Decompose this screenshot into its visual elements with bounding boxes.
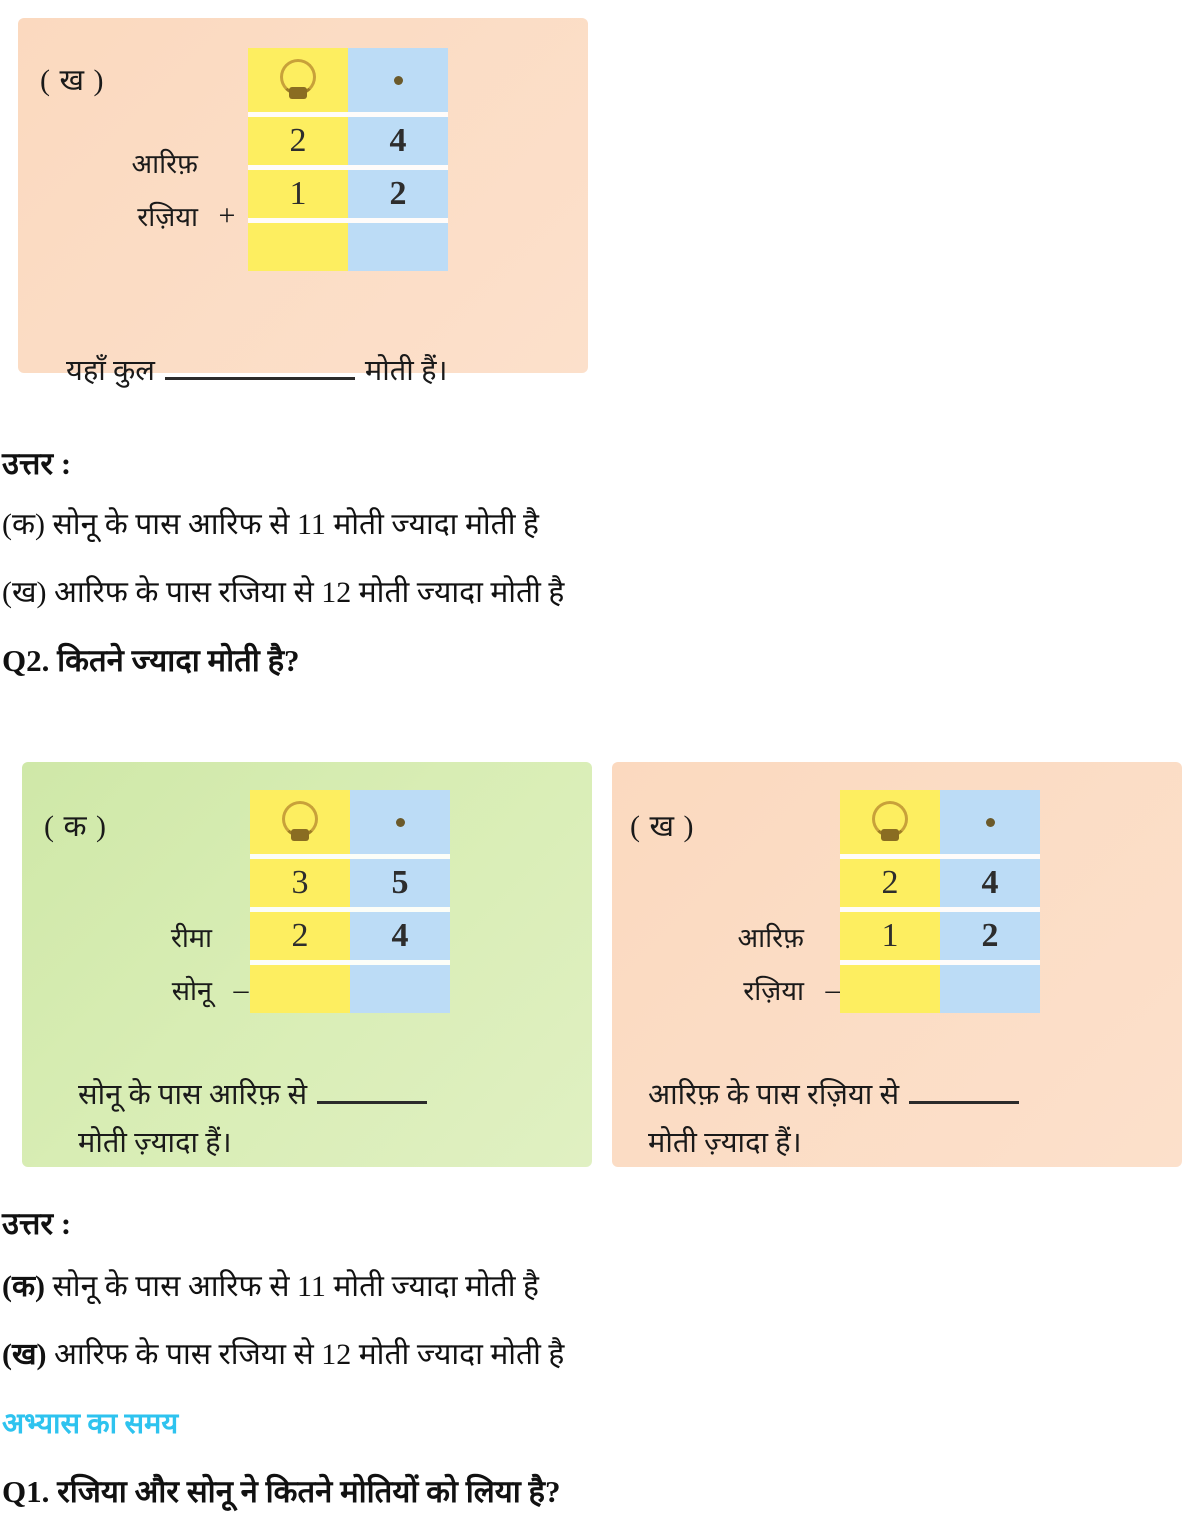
answers-2-line-1-label: (क) bbox=[2, 1270, 46, 1303]
bead-dot-icon bbox=[350, 790, 450, 854]
worksheet-left-names bbox=[82, 910, 262, 1016]
row-1-person: आरिफ़ bbox=[131, 149, 198, 179]
cell-tens-answer[interactable] bbox=[840, 965, 940, 1013]
worksheet-left-grid bbox=[250, 790, 450, 1013]
cell-ones-answer[interactable] bbox=[940, 965, 1040, 1013]
answers-1-heading: उत्तर : bbox=[2, 446, 72, 481]
practice-question-1: Q1. रजिया और सोनू ने कितने मोतियों को लिया है? bbox=[2, 1474, 561, 1509]
worksheet-right-caption-2 bbox=[648, 1122, 802, 1161]
cell-tens-answer[interactable] bbox=[250, 965, 350, 1013]
grid-row bbox=[248, 170, 448, 218]
caption-part1-text: सोनू के पास आरिफ़ से bbox=[78, 1079, 308, 1111]
necklace-icon-shape bbox=[863, 799, 917, 845]
necklace-icon-shape bbox=[273, 799, 327, 845]
worksheet-top-names bbox=[78, 136, 248, 242]
cell-ones[interactable]: 4 bbox=[940, 859, 1040, 907]
grid-header-row bbox=[248, 48, 448, 112]
cell-ones[interactable]: 4 bbox=[348, 117, 448, 165]
answers-2-heading: उत्तर : bbox=[2, 1206, 72, 1241]
grid-header-row bbox=[250, 790, 450, 854]
caption-before-text: यहाँ कुल bbox=[66, 355, 155, 387]
bead-dot-icon bbox=[940, 790, 1040, 854]
row-2-operator: – bbox=[233, 972, 249, 1006]
row-1-person: आरिफ़ bbox=[737, 923, 804, 953]
cell-tens-answer[interactable] bbox=[248, 223, 348, 271]
answer-blank[interactable] bbox=[165, 358, 355, 380]
row-2-person: रज़िया bbox=[137, 202, 198, 232]
row-name-1 bbox=[664, 910, 844, 963]
necklace-icon bbox=[248, 48, 348, 112]
grid-row bbox=[248, 117, 448, 165]
worksheet-right-names bbox=[664, 910, 854, 1016]
row-1-person: रीमा bbox=[170, 923, 212, 953]
grid-header-row bbox=[840, 790, 1040, 854]
cell-ones-answer[interactable] bbox=[350, 965, 450, 1013]
grid-row-answer bbox=[248, 223, 448, 271]
answers-1-line-1: (क) सोनू के पास आरिफ से 11 मोती ज्यादा मोती है bbox=[2, 508, 539, 541]
answers-block-2 bbox=[2, 1202, 1102, 1512]
cell-ones[interactable]: 2 bbox=[348, 170, 448, 218]
grid-row bbox=[250, 859, 450, 907]
answers-block-1 bbox=[2, 442, 1102, 681]
worksheet-right-grid bbox=[840, 790, 1040, 1013]
bead-dot-icon bbox=[348, 48, 448, 112]
row-2-person: सोनू bbox=[171, 976, 212, 1006]
cell-ones[interactable]: 2 bbox=[940, 912, 1040, 960]
worksheet-right-label: ( ख ) bbox=[630, 810, 695, 843]
cell-tens[interactable]: 1 bbox=[840, 912, 940, 960]
answers-2-line-1-text: सोनू के पास आरिफ से 11 मोती ज्यादा मोती है bbox=[45, 1270, 539, 1303]
row-name-2 bbox=[82, 963, 252, 1016]
cell-tens[interactable]: 2 bbox=[248, 117, 348, 165]
question-2-heading: Q2. कितने ज्यादा मोती है? bbox=[2, 643, 300, 678]
row-2-person: रज़िया bbox=[743, 976, 804, 1006]
necklace-icon bbox=[250, 790, 350, 854]
answers-2-line-2 bbox=[2, 1336, 1102, 1374]
answers-1-line-2: (ख) आरिफ के पास रजिया से 12 मोती ज्यादा मोती है bbox=[2, 575, 565, 609]
answer-blank[interactable] bbox=[909, 1082, 1019, 1104]
bead-dot-icon-shape bbox=[396, 818, 405, 827]
worksheet-top-caption bbox=[66, 350, 447, 389]
cell-tens[interactable]: 2 bbox=[250, 912, 350, 960]
grid-row bbox=[250, 912, 450, 960]
worksheet-card-right bbox=[612, 762, 1182, 1167]
worksheet-left-caption bbox=[78, 1074, 578, 1113]
row-name-1 bbox=[78, 136, 238, 189]
row-name-1 bbox=[82, 910, 252, 963]
caption-after-text: मोती हैं। bbox=[364, 355, 448, 387]
cell-ones[interactable]: 4 bbox=[350, 912, 450, 960]
cell-ones[interactable]: 5 bbox=[350, 859, 450, 907]
grid-row-answer bbox=[840, 965, 1040, 1013]
cell-ones-answer[interactable] bbox=[348, 223, 448, 271]
row-name-2 bbox=[664, 963, 844, 1016]
caption-part2-text: मोती ज़्यादा हैं। bbox=[78, 1127, 232, 1159]
bead-dot-icon-shape bbox=[986, 818, 995, 827]
grid-row bbox=[840, 859, 1040, 907]
cell-tens[interactable]: 3 bbox=[250, 859, 350, 907]
answers-2-line-2-text: आरिफ के पास रजिया से 12 मोती ज्यादा मोती है bbox=[46, 1337, 565, 1371]
grid-row bbox=[840, 912, 1040, 960]
worksheet-card-top bbox=[18, 18, 588, 387]
necklace-icon-shape bbox=[271, 57, 325, 103]
caption-part1-text: आरिफ़ के पास रज़िया से bbox=[648, 1079, 900, 1111]
necklace-icon bbox=[840, 790, 940, 854]
answers-2-line-1 bbox=[2, 1268, 1102, 1306]
practice-section-title: अभ्यास का समय bbox=[2, 1408, 179, 1440]
answers-2-line-2-label: (ख) bbox=[2, 1337, 47, 1371]
bead-dot-icon-shape bbox=[394, 76, 403, 85]
row-name-2 bbox=[78, 189, 238, 242]
cell-tens[interactable]: 1 bbox=[248, 170, 348, 218]
worksheet-top-grid bbox=[248, 48, 448, 271]
worksheet-left-label: ( क ) bbox=[44, 810, 108, 843]
caption-part2-text: मोती ज़्यादा हैं। bbox=[648, 1127, 802, 1159]
worksheet-card-left bbox=[22, 762, 592, 1167]
row-2-operator: – bbox=[825, 972, 841, 1006]
worksheet-right-caption bbox=[648, 1074, 1168, 1113]
answer-blank[interactable] bbox=[317, 1082, 427, 1104]
grid-row-answer bbox=[250, 965, 450, 1013]
worksheet-top-label: ( ख ) bbox=[40, 64, 105, 97]
row-2-operator: + bbox=[218, 198, 236, 232]
cell-tens[interactable]: 2 bbox=[840, 859, 940, 907]
worksheet-left-caption-2 bbox=[78, 1122, 232, 1161]
